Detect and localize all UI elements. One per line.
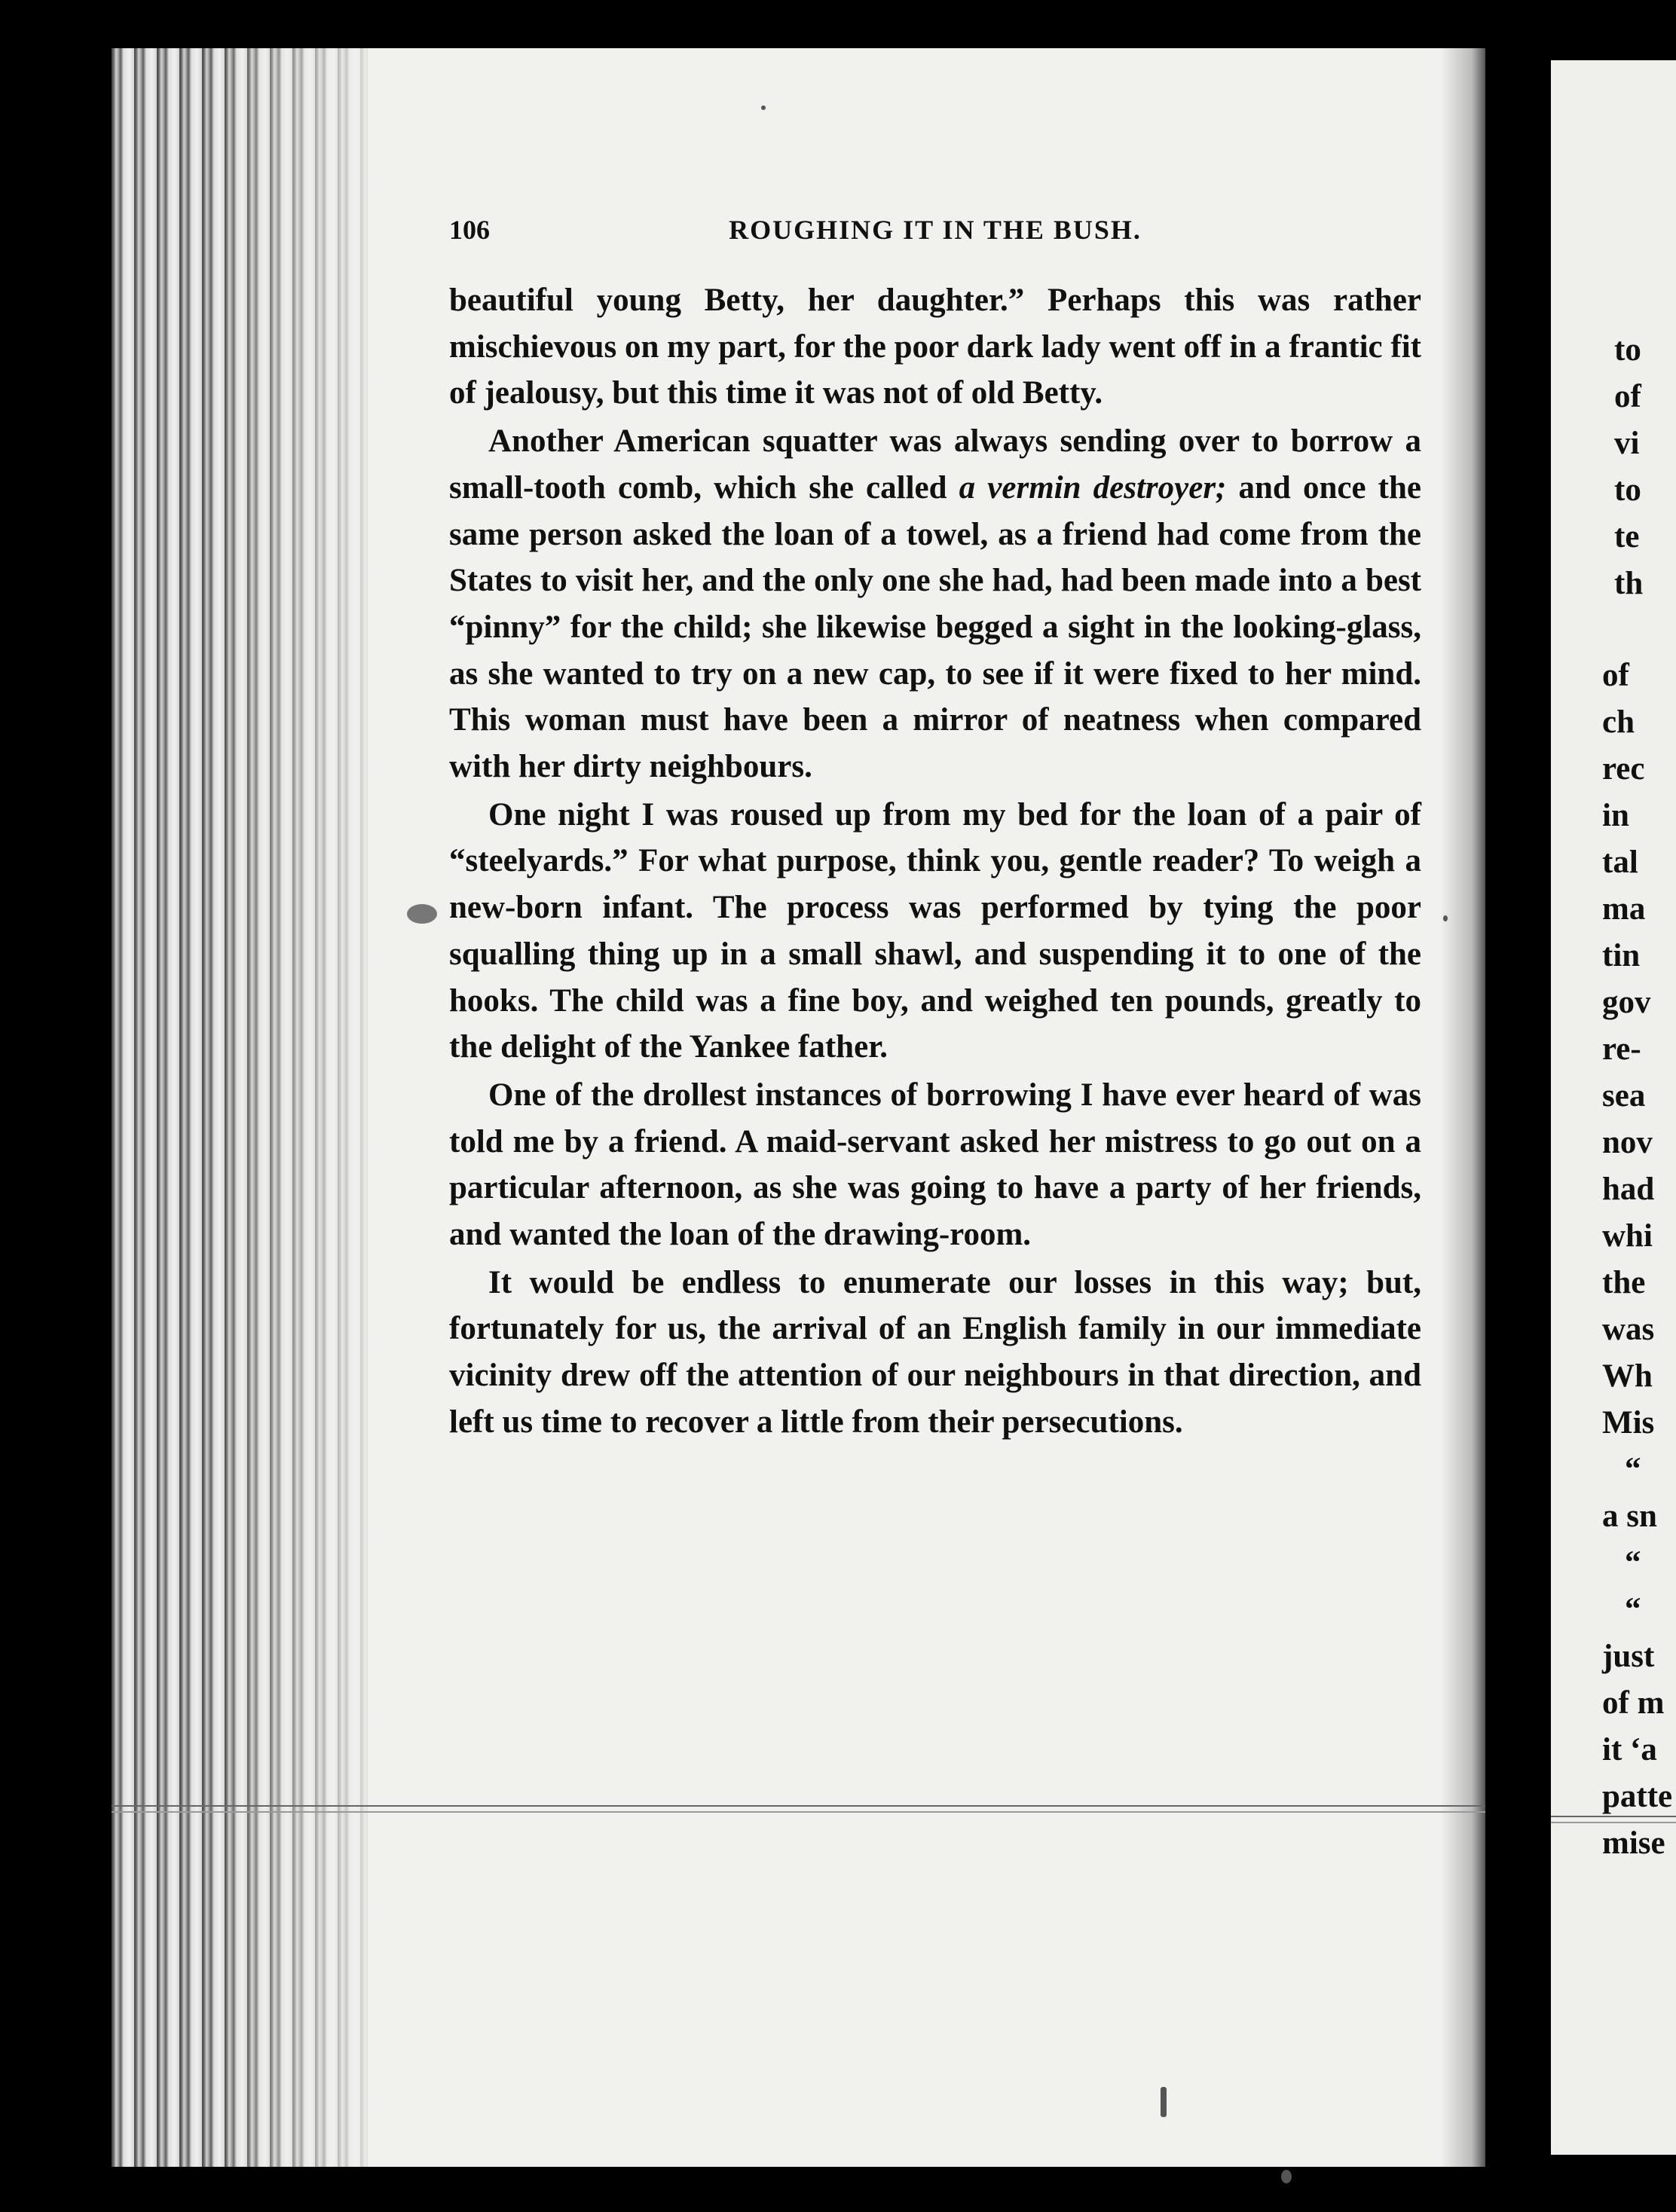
italic-phrase: a vermin destroyer; <box>959 469 1227 506</box>
paragraph-4: One of the drollest instances of borrowing I have ever heard of was told me by a friend. A maid-servant asked her mistress to go out on a particular afternoon, as she was going to have a party of her friends, and wanted the loan of the drawing-room. <box>449 1077 1421 1253</box>
paragraph-2-start: Another American squatter was always sending over to borrow a small-tooth comb, which she called <box>449 423 1421 506</box>
facing-page-text: Wh <box>1602 1358 1653 1394</box>
facing-page-text: ch <box>1602 704 1635 740</box>
body-text <box>449 277 1421 1446</box>
facing-page-text: had <box>1602 1172 1655 1207</box>
facing-page-text: re- <box>1602 1031 1641 1067</box>
facing-page-text: to <box>1614 472 1641 508</box>
facing-page-text: vi <box>1614 426 1640 461</box>
facing-page-text: just <box>1602 1639 1655 1674</box>
scan-line-artifact <box>112 1805 1485 1813</box>
paragraph-2-end: and once the same person asked the loan of a towel, as a friend had come from the States to visit her, and the only one she had, had been made into a best “pinny” for the child; she likewise begged a sight in the looking-glass, as she wanted to try on a new cap, to see if it were fixed to her mind. This woman must have been a mirror of neatness when compared with her dirty neighbours. <box>449 469 1421 785</box>
facing-page-text: gov <box>1602 985 1651 1020</box>
running-title: ROUGHING IT IN THE BUSH. <box>729 215 1142 245</box>
ink-blot <box>407 904 437 924</box>
gutter-fade <box>217 48 398 2167</box>
page-edge-shadow <box>1440 48 1485 2167</box>
facing-page-text: of <box>1614 379 1641 414</box>
facing-page-fragment <box>1551 60 1676 2155</box>
scan-line-artifact <box>1551 1816 1676 1823</box>
facing-page-text: “ <box>1625 1452 1641 1487</box>
paragraph-2 <box>449 418 1421 790</box>
scan-speck <box>1443 915 1448 921</box>
facing-page-text: a sn <box>1602 1499 1657 1534</box>
scan-speck <box>1161 2087 1167 2117</box>
page-number: 106 <box>449 215 490 245</box>
paragraph-1: beautiful young Betty, her daughter.” Perhaps this was rather mischievous on my part, for the poor dark lady went off in a frantic fit of jealousy, but this time it was not of old Betty. <box>449 283 1421 411</box>
facing-page-text: of m <box>1602 1685 1665 1721</box>
paragraph-3: One night I was roused up from my bed for the loan of a pair of “steelyards.” For what purpose, think you, gentle reader? To weigh a new-born infant. The process was performed by tying the poor squalling thing up in a small shawl, and suspending it to one of the hooks. The child was a fine boy, and weighed ten pounds, greatly to the delight of the Yankee father. <box>449 796 1421 1065</box>
facing-page-text: th <box>1614 566 1644 601</box>
facing-page-text: tin <box>1602 938 1641 973</box>
paragraph-5: It would be endless to enumerate our losses in this way; but, fortunately for us, the arrival of an English family in our immediate vicinity drew off the attention of our neighbours in that direction, and left us time to recover a little from their persecutions. <box>449 1264 1421 1440</box>
scan-speck <box>1281 2170 1292 2183</box>
facing-page-text: “ <box>1625 1592 1641 1627</box>
facing-page-text: mise <box>1602 1826 1665 1861</box>
scan-speck <box>761 105 766 110</box>
facing-page-text: in <box>1602 798 1629 833</box>
facing-page-text: Mis <box>1602 1405 1655 1441</box>
facing-page-text: it ‘a <box>1602 1732 1657 1767</box>
facing-page-text: to <box>1614 332 1641 368</box>
facing-page-text: ma <box>1602 891 1646 927</box>
facing-page-text: the <box>1602 1265 1646 1300</box>
facing-page-text: te <box>1614 519 1640 555</box>
facing-page-text: patte <box>1602 1779 1673 1814</box>
facing-page-text: tal <box>1602 845 1638 880</box>
facing-page-text: “ <box>1625 1545 1641 1581</box>
facing-page-text: of <box>1602 658 1629 693</box>
facing-page-text: was <box>1602 1312 1655 1347</box>
facing-page-text: whi <box>1602 1218 1653 1254</box>
facing-page-text: sea <box>1602 1078 1646 1114</box>
facing-page-text: rec <box>1602 751 1645 787</box>
running-head <box>449 214 1421 259</box>
facing-page-text: nov <box>1602 1125 1653 1160</box>
